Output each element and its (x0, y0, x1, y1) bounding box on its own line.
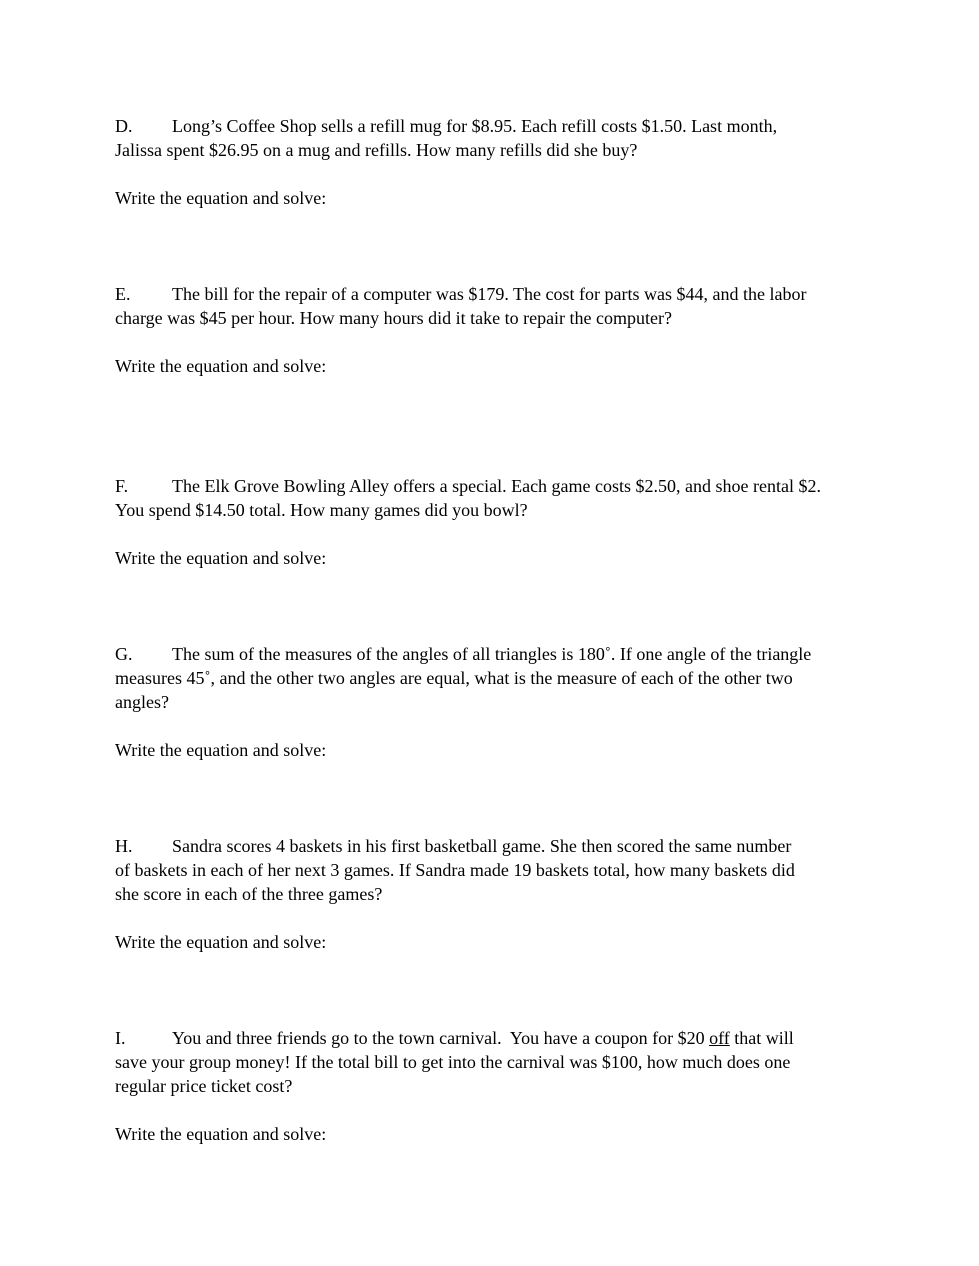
problem-g-line2: measures 45˚, and the other two angles are equal, what is the measure of each of the other two (115, 668, 793, 688)
problem-f (115, 474, 875, 570)
problem-i-off-underlined: off (709, 1028, 730, 1048)
problem-h-letter: H. (115, 836, 133, 856)
problem-g-line1: The sum of the measures of the angles of all triangles is 180˚. If one angle of the triangle (172, 644, 812, 664)
problem-e (115, 282, 875, 378)
problem-g-text (115, 642, 875, 714)
problem-e-prompt: Write the equation and solve: (115, 356, 327, 376)
problem-i-line2: save your group money! If the total bill to get into the carnival was $100, how much does one (115, 1052, 791, 1072)
problem-h-line3: she score in each of the three games? (115, 884, 383, 904)
problem-f-prompt: Write the equation and solve: (115, 548, 327, 568)
problem-f-text (115, 474, 875, 522)
problem-g (115, 642, 875, 762)
problem-d-line2: Jalissa spent $26.95 on a mug and refills. How many refills did she buy? (115, 140, 638, 160)
problem-e-letter: E. (115, 284, 131, 304)
problem-h-line1: Sandra scores 4 baskets in his first basketball game. She then scored the same number (172, 836, 792, 856)
problem-h-prompt: Write the equation and solve: (115, 932, 327, 952)
problem-d (115, 114, 875, 210)
problem-i-text (115, 1026, 875, 1098)
problem-i-line3: regular price ticket cost? (115, 1076, 293, 1096)
problem-g-line3: angles? (115, 692, 169, 712)
problem-g-letter: G. (115, 644, 133, 664)
problem-i-line1-post: that will (729, 1028, 794, 1048)
problem-h (115, 834, 875, 954)
problem-g-prompt: Write the equation and solve: (115, 740, 327, 760)
problem-i-prompt: Write the equation and solve: (115, 1124, 327, 1144)
problem-f-line2: You spend $14.50 total. How many games did you bowl? (115, 500, 528, 520)
problem-f-line1: The Elk Grove Bowling Alley offers a special. Each game costs $2.50, and shoe rental $2. (172, 476, 821, 496)
problem-i-letter: I. (115, 1028, 126, 1048)
problem-i (115, 1026, 875, 1146)
problem-h-line2: of baskets in each of her next 3 games. If Sandra made 19 baskets total, how many baskets did (115, 860, 795, 880)
problem-e-line2: charge was $45 per hour. How many hours did it take to repair the computer? (115, 308, 673, 328)
problem-d-prompt: Write the equation and solve: (115, 188, 327, 208)
problem-f-letter: F. (115, 476, 129, 496)
problem-i-line1-pre: You and three friends go to the town carnival. You have a coupon for $20 (172, 1028, 710, 1048)
problem-h-text (115, 834, 875, 906)
problem-e-text (115, 282, 875, 330)
problem-e-line1: The bill for the repair of a computer was $179. The cost for parts was $44, and the labor (172, 284, 807, 304)
problem-d-line1: Long’s Coffee Shop sells a refill mug for $8.95. Each refill costs $1.50. Last month, (172, 116, 778, 136)
problem-d-letter: D. (115, 116, 133, 136)
problem-d-text (115, 114, 875, 162)
